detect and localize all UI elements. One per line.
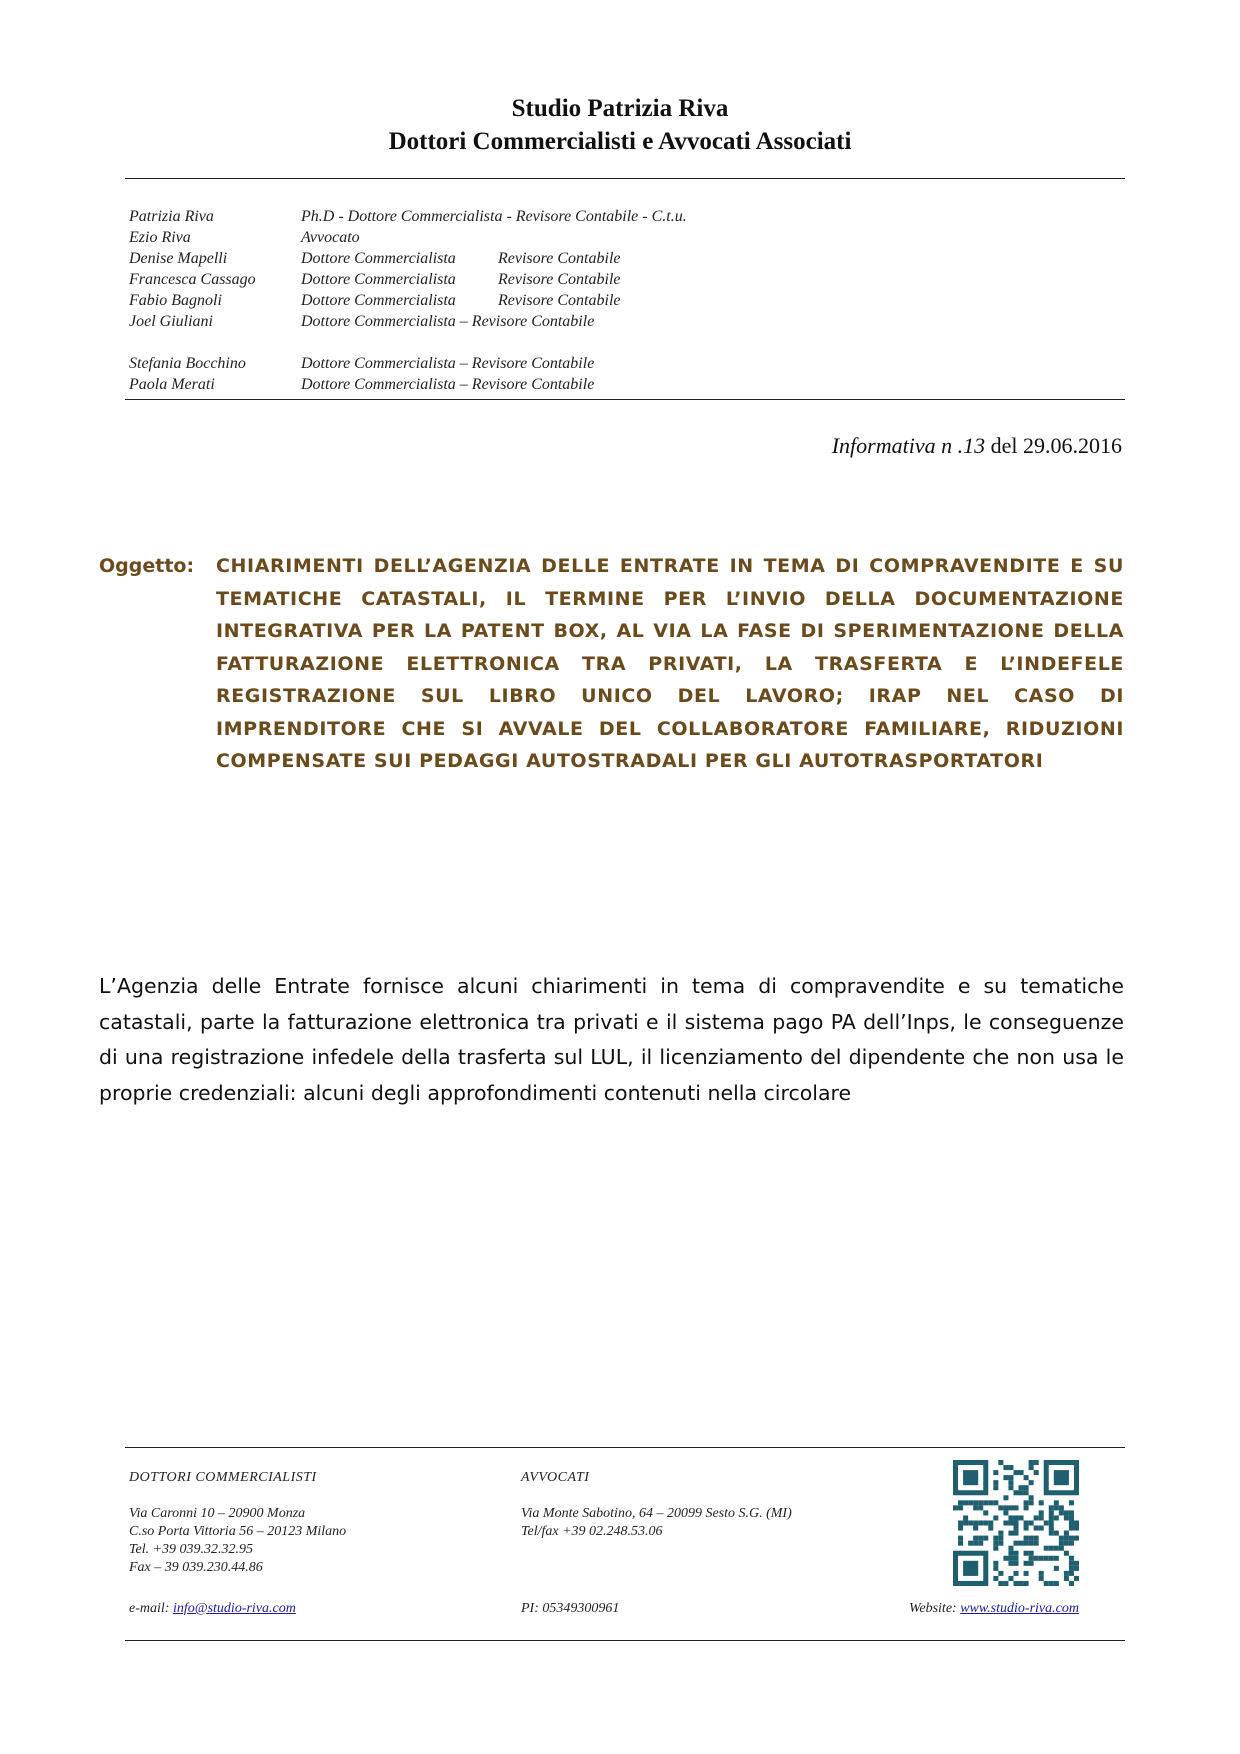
partner-name: Paola Merati <box>129 376 215 393</box>
partner-role-secondary: Revisore Contabile <box>498 292 621 309</box>
partner-name: Stefania Bocchino <box>129 355 246 372</box>
fax-line: Fax – 39 039.230.44.86 <box>129 1560 263 1575</box>
informativa-date: del 29.06.2016 <box>990 433 1122 458</box>
website-link[interactable]: www.studio-riva.com <box>960 1601 1079 1616</box>
informativa-number: Informativa n .13 <box>831 433 986 458</box>
address-line: Via Caronni 10 – 20900 Monza <box>129 1506 306 1521</box>
address-line: C.so Porta Vittoria 56 – 20123 Milano <box>129 1524 347 1539</box>
partner-name: Ezio Riva <box>129 229 191 246</box>
footer-website <box>909 1600 1079 1618</box>
address-line: Via Monte Sabotino, 64 – 20099 Sesto S.G. (MI) <box>521 1506 792 1521</box>
partner-name: Denise Mapelli <box>129 250 228 267</box>
partner-row <box>129 311 687 332</box>
firm-name: Studio Patrizia Riva <box>511 95 729 122</box>
footer-email <box>129 1600 296 1618</box>
vat-number: PI: 05349300961 <box>521 1601 620 1616</box>
partner-name: Joel Giuliani <box>129 313 213 330</box>
partner-role-secondary: Revisore Contabile <box>498 250 621 267</box>
partner-role: Dottore Commercialista <box>301 292 456 309</box>
partner-role: Dottore Commercialista <box>301 271 456 288</box>
phone-line: Tel/fax +39 02.248.53.06 <box>521 1524 663 1539</box>
email-link[interactable]: info@studio-riva.com <box>172 1601 296 1616</box>
avvocati-label: AVVOCATI <box>521 1470 590 1485</box>
partner-name: Francesca Cassago <box>129 271 256 288</box>
footer-avvocati <box>521 1469 792 1541</box>
footer-commercialisti <box>129 1469 346 1577</box>
letterhead <box>0 92 1240 158</box>
partner-role: Dottore Commercialista – Revisore Contabile <box>301 355 595 372</box>
footer-pi <box>521 1600 619 1618</box>
partner-name: Patrizia Riva <box>129 208 214 225</box>
partner-row <box>129 353 687 374</box>
body-paragraph: L’Agenzia delle Entrate fornisce alcuni chiarimenti in tema di compravendite e su tematiche catastali, parte la fatturazione elettronica tra privati e il sistema pago PA dell’Inps, le conseguenze di una registrazione infedele della trasferta sul LUL, il licenziamento del dipendente che non usa le proprie credenziali: alcuni degli approfondimenti contenuti nella circolare <box>99 974 1124 1105</box>
website-label: Website: <box>909 1601 957 1616</box>
partner-row <box>129 227 687 248</box>
subject-label: Oggetto: <box>99 555 195 577</box>
partner-role: Dottore Commercialista <box>301 250 456 267</box>
informativa-line <box>832 433 1122 459</box>
footer-bottom-divider <box>125 1640 1125 1641</box>
phone-line: Tel. +39 039.32.32.95 <box>129 1542 254 1557</box>
partner-name: Fabio Bagnoli <box>129 292 222 309</box>
partner-row <box>129 269 687 290</box>
commercialisti-label: DOTTORI COMMERCIALISTI <box>129 1470 317 1485</box>
qr-code-icon[interactable] <box>953 1460 1079 1586</box>
partners-list <box>129 206 687 395</box>
partner-row <box>129 290 687 311</box>
subject-block <box>99 550 1124 778</box>
partner-row <box>129 374 687 395</box>
email-label: e-mail: <box>129 1601 170 1616</box>
partner-role: Avvocato <box>301 229 360 246</box>
partner-role: Ph.D - Dottore Commercialista - Revisore Contabile - C.t.u. <box>301 208 687 225</box>
partner-role: Dottore Commercialista – Revisore Contabile <box>301 376 595 393</box>
partners-divider <box>125 399 1125 400</box>
partner-role: Dottore Commercialista – Revisore Contabile <box>301 313 595 330</box>
header-divider <box>125 178 1125 179</box>
footer-top-divider <box>125 1447 1125 1448</box>
partner-role-secondary: Revisore Contabile <box>498 271 621 288</box>
partner-row <box>129 248 687 269</box>
partner-row <box>129 206 687 227</box>
firm-subtitle: Dottori Commercialisti e Avvocati Associati <box>388 128 852 155</box>
subject-text: CHIARIMENTI DELL’AGENZIA DELLE ENTRATE IN TEMA DI COMPRAVENDITE E SU TEMATICHE CATASTALI, IL TERMINE PER L’INVIO DELLA DOCUMENTAZIONE INTEGRATIVA PER LA PATENT BOX, AL VIA LA FASE DI SPERIMENTAZIONE DELLA FATTURAZIONE ELETTRONICA TRA PRIVATI, LA TRASFERTA E L’INDEFELE REGISTRAZIONE SUL LIBRO UNICO DEL LAVORO; IRAP NEL CASO DI IMPRENDITORE CHE SI AVVALE DEL COLLABORATORE FAMILIARE, RIDUZIONI COMPENSATE SUI PEDAGGI AUTOSTRADALI PER GLI AUTOTRASPORTATORI <box>216 555 1124 772</box>
